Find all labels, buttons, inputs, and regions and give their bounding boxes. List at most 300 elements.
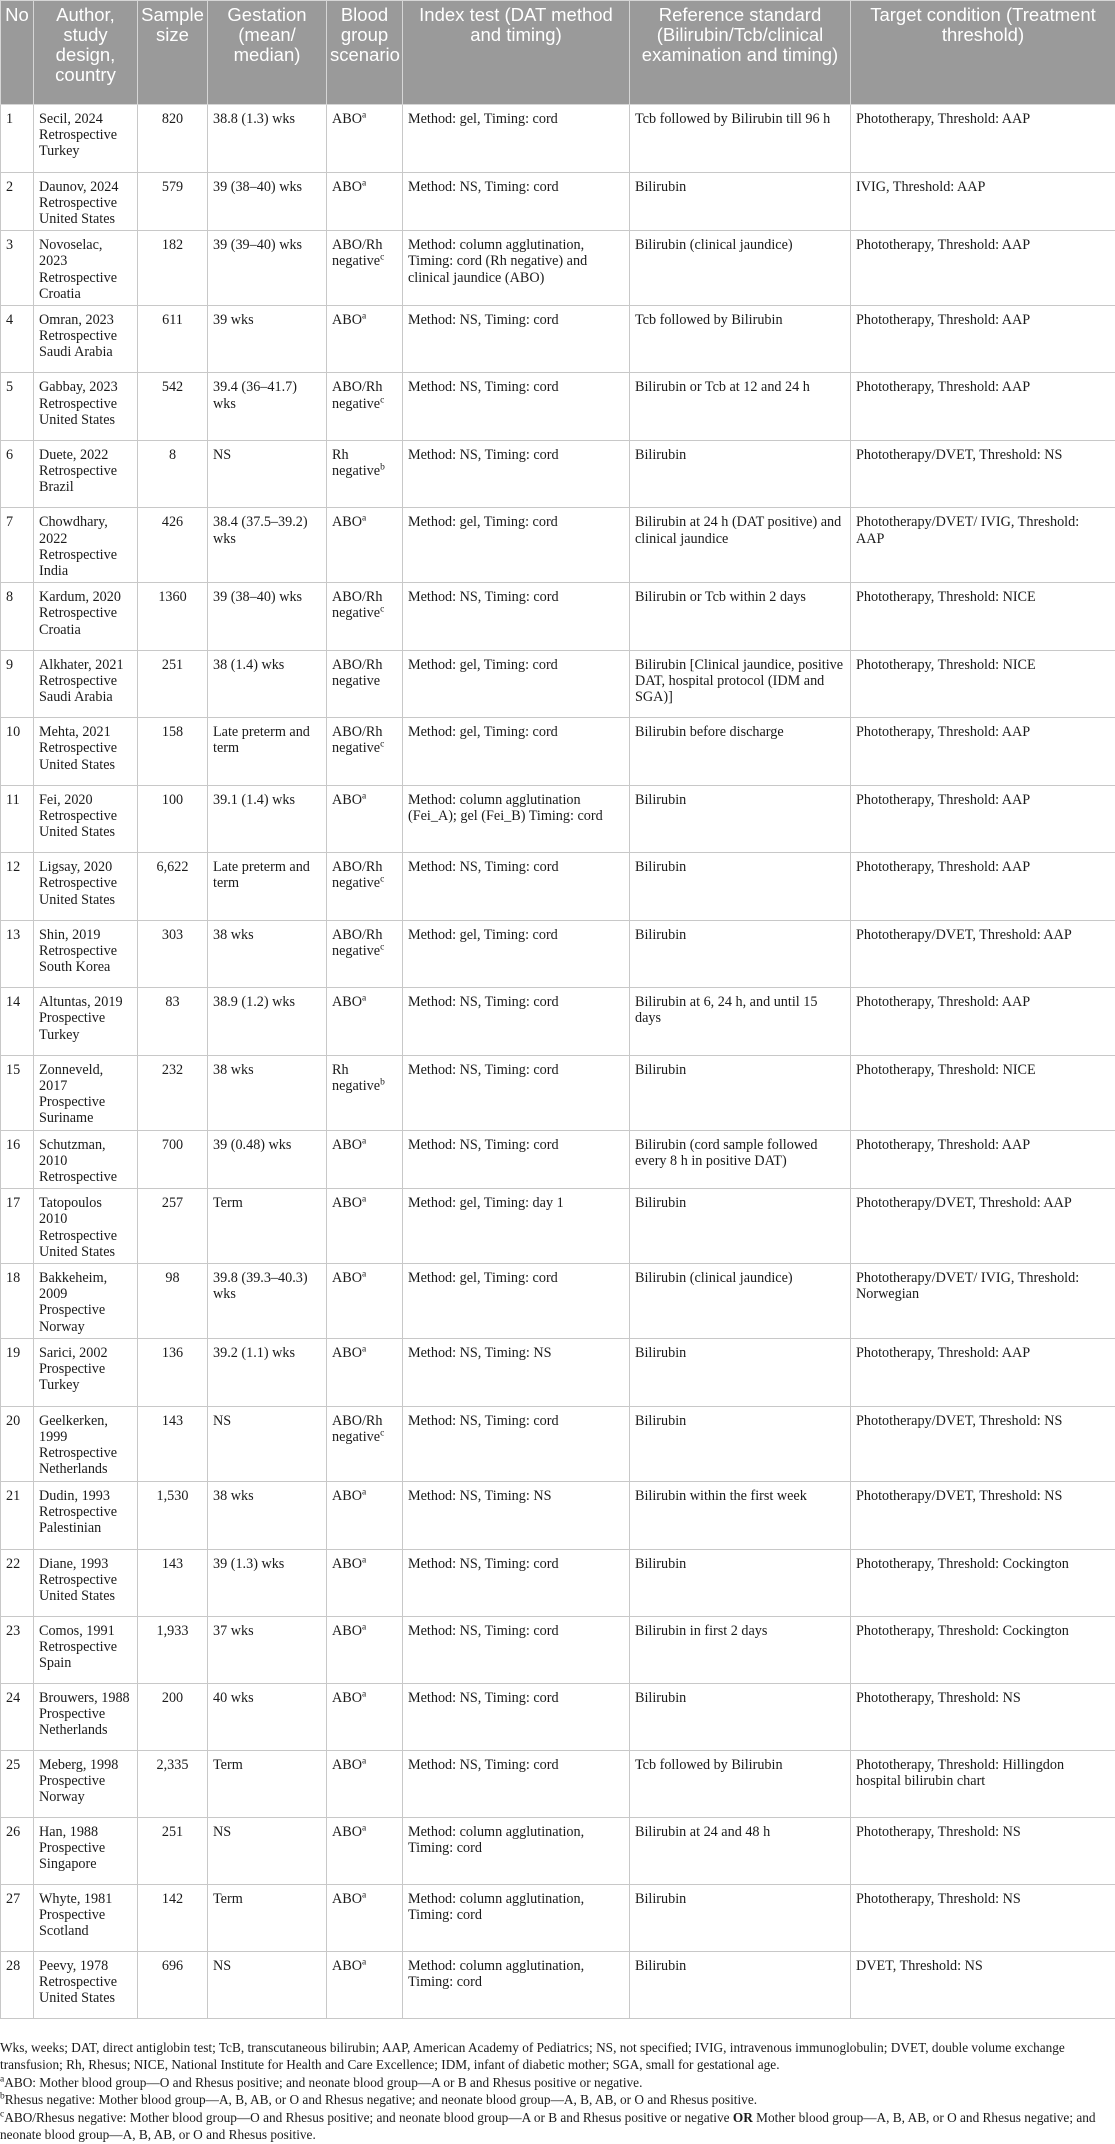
cell-sample-size: 143 xyxy=(138,1406,208,1481)
cell-blood-group xyxy=(327,1055,403,1130)
country: United States xyxy=(39,1990,132,2006)
cell-gestation: 38 wks xyxy=(208,1055,327,1130)
study-design: Retrospective xyxy=(39,1228,132,1244)
cell-sample-size: 542 xyxy=(138,373,208,441)
cell-sample-size: 143 xyxy=(138,1549,208,1616)
blood-group-footnote-mark: a xyxy=(362,110,366,120)
blood-group-footnote-mark: a xyxy=(362,1136,366,1146)
country: India xyxy=(39,563,132,579)
cell-author-design-country xyxy=(34,988,138,1056)
cell-no: 13 xyxy=(1,920,34,988)
blood-group-text: ABO/Rh negative xyxy=(332,1413,382,1445)
cell-target-condition: Phototherapy/DVET/ IVIG, Threshold: AAP xyxy=(851,508,1115,583)
table-row xyxy=(1,440,1115,508)
author-year: Mehta, 2021 xyxy=(39,724,132,740)
header-row xyxy=(1,1,1115,105)
cell-no: 27 xyxy=(1,1884,34,1951)
author-year: Zonneveld, 2017 xyxy=(39,1062,132,1094)
cell-author-design-country xyxy=(34,1683,138,1750)
cell-reference-standard: Bilirubin at 6, 24 h, and until 15 days xyxy=(630,988,851,1056)
cell-index-test: Method: NS, Timing: cord xyxy=(403,853,630,921)
table-row xyxy=(1,373,1115,441)
cell-no: 4 xyxy=(1,305,34,373)
footnote-b-mark: b xyxy=(0,2092,5,2102)
study-design: Prospective xyxy=(39,1840,132,1856)
cell-author-design-country xyxy=(34,718,138,786)
author-year: Fei, 2020 xyxy=(39,792,132,808)
blood-group-text: Rh negative xyxy=(332,447,380,479)
table-row xyxy=(1,988,1115,1056)
cell-reference-standard: Bilirubin xyxy=(630,1549,851,1616)
cell-target-condition: Phototherapy, Threshold: Cockington xyxy=(851,1616,1115,1683)
author-year: Ligsay, 2020 xyxy=(39,859,132,875)
author-year: Chowdhary, 2022 xyxy=(39,514,132,546)
study-design: Retrospective xyxy=(39,1169,132,1185)
cell-blood-group xyxy=(327,1884,403,1951)
cell-reference-standard: Bilirubin within the first week xyxy=(630,1481,851,1549)
table-row xyxy=(1,1338,1115,1406)
country: United States xyxy=(39,211,132,227)
table-row xyxy=(1,1549,1115,1616)
cell-index-test: Method: gel, Timing: cord xyxy=(403,650,630,718)
cell-no: 11 xyxy=(1,785,34,853)
cell-reference-standard: Bilirubin xyxy=(630,920,851,988)
cell-author-design-country xyxy=(34,105,138,173)
cell-gestation: 38.9 (1.2) wks xyxy=(208,988,327,1056)
country: United States xyxy=(39,892,132,908)
country: Singapore xyxy=(39,1856,132,1872)
cell-target-condition: IVIG, Threshold: AAP xyxy=(851,172,1115,231)
footnote-c-text-1: ABO/Rhesus negative: Mother blood group—O and Rhesus positive; and neonate blood group—A or B and Rhesus positive or negative xyxy=(4,2110,733,2125)
country: Netherlands xyxy=(39,1722,132,1738)
cell-author-design-country xyxy=(34,1951,138,2018)
footnote-abbreviations: Wks, weeks; DAT, direct antiglobin test; TcB, transcutaneous bilirubin; AAP, American Academy of Pediatrics; NS, not specified; IVIG, intravenous immunoglobulin; DVET, double volume exchange transfusion; Rh, Rhesus; NICE, National Institute for Health and Care Excellence; IDM, infant of diabetic mother; SGA, small for gestational age. xyxy=(0,2039,1109,2074)
cell-no: 1 xyxy=(1,105,34,173)
study-design: Retrospective xyxy=(39,1639,132,1655)
blood-group-footnote-mark: c xyxy=(380,875,384,885)
blood-group-footnote-mark: c xyxy=(380,395,384,405)
footnote-c-text-2: Mother blood group—A, B, AB, or O and Rhesus negative; and neonate blood group—A, B, AB, or O and Rhesus positive. xyxy=(0,2110,1096,2143)
cell-gestation: Late preterm and term xyxy=(208,853,327,921)
table-row xyxy=(1,1055,1115,1130)
blood-group-text: ABO xyxy=(332,1757,362,1773)
blood-group-footnote-mark: a xyxy=(362,1756,366,1766)
cell-gestation: Late preterm and term xyxy=(208,718,327,786)
cell-target-condition: Phototherapy, Threshold: AAP xyxy=(851,373,1115,441)
study-design: Retrospective xyxy=(39,270,132,286)
study-design: Retrospective xyxy=(39,943,132,959)
blood-group-text: ABO xyxy=(332,514,362,530)
blood-group-text: ABO xyxy=(332,1958,362,1974)
cell-blood-group xyxy=(327,1750,403,1817)
cell-gestation: 39 wks xyxy=(208,305,327,373)
cell-no: 19 xyxy=(1,1338,34,1406)
author-year: Tatopoulos 2010 xyxy=(39,1195,132,1227)
country: Netherlands xyxy=(39,1461,132,1477)
study-design: Prospective xyxy=(39,1302,132,1318)
blood-group-text: ABO/Rh negative xyxy=(332,589,382,621)
cell-gestation: 38 wks xyxy=(208,920,327,988)
country: Norway xyxy=(39,1319,132,1335)
cell-gestation: 39 (0.48) wks xyxy=(208,1130,327,1189)
author-year: Duete, 2022 xyxy=(39,447,132,463)
cell-reference-standard: Bilirubin xyxy=(630,1338,851,1406)
cell-reference-standard: Bilirubin xyxy=(630,172,851,231)
study-design: Retrospective xyxy=(39,328,132,344)
cell-gestation: NS xyxy=(208,1817,327,1884)
cell-no: 24 xyxy=(1,1683,34,1750)
cell-reference-standard: Bilirubin or Tcb within 2 days xyxy=(630,583,851,651)
cell-reference-standard: Bilirubin xyxy=(630,1683,851,1750)
study-design: Retrospective xyxy=(39,547,132,563)
cell-index-test: Method: NS, Timing: cord xyxy=(403,1616,630,1683)
country: Suriname xyxy=(39,1110,132,1126)
cell-reference-standard: Bilirubin at 24 h (DAT positive) and clinical jaundice xyxy=(630,508,851,583)
cell-target-condition: Phototherapy, Threshold: Cockington xyxy=(851,1549,1115,1616)
cell-reference-standard: Bilirubin before discharge xyxy=(630,718,851,786)
author-year: Comos, 1991 xyxy=(39,1623,132,1639)
cell-no: 6 xyxy=(1,440,34,508)
cell-no: 20 xyxy=(1,1406,34,1481)
cell-target-condition: Phototherapy, Threshold: AAP xyxy=(851,1130,1115,1189)
cell-gestation: 39.1 (1.4) wks xyxy=(208,785,327,853)
author-year: Diane, 1993 xyxy=(39,1556,132,1572)
cell-target-condition: Phototherapy, Threshold: AAP xyxy=(851,231,1115,306)
cell-no: 2 xyxy=(1,172,34,231)
author-year: Alkhater, 2021 xyxy=(39,657,132,673)
study-design: Retrospective xyxy=(39,195,132,211)
author-year: Daunov, 2024 xyxy=(39,179,132,195)
cell-author-design-country xyxy=(34,1263,138,1338)
cell-index-test: Method: column agglutination, Timing: cord xyxy=(403,1817,630,1884)
cell-blood-group xyxy=(327,583,403,651)
blood-group-footnote-mark: c xyxy=(380,253,384,263)
cell-gestation: 39.2 (1.1) wks xyxy=(208,1338,327,1406)
cell-blood-group xyxy=(327,172,403,231)
blood-group-footnote-mark: a xyxy=(362,1194,366,1204)
cell-no: 26 xyxy=(1,1817,34,1884)
cell-blood-group xyxy=(327,1549,403,1616)
country: Croatia xyxy=(39,622,132,638)
cell-target-condition: Phototherapy, Threshold: NICE xyxy=(851,650,1115,718)
cell-sample-size: 6,622 xyxy=(138,853,208,921)
table-row xyxy=(1,1817,1115,1884)
cell-no: 25 xyxy=(1,1750,34,1817)
cell-blood-group xyxy=(327,1189,403,1264)
cell-index-test: Method: column agglutination (Fei_A); gel (Fei_B) Timing: cord xyxy=(403,785,630,853)
cell-index-test: Method: column agglutination, Timing: cord (Rh negative) and clinical jaundice (ABO) xyxy=(403,231,630,306)
cell-no: 12 xyxy=(1,853,34,921)
blood-group-footnote-mark: a xyxy=(362,178,366,188)
cell-sample-size: 232 xyxy=(138,1055,208,1130)
cell-target-condition: DVET, Threshold: NS xyxy=(851,1951,1115,2018)
cell-author-design-country xyxy=(34,1338,138,1406)
cell-gestation: 39.8 (39.3–40.3) wks xyxy=(208,1263,327,1338)
cell-blood-group xyxy=(327,1817,403,1884)
cell-index-test: Method: column agglutination, Timing: cord xyxy=(403,1884,630,1951)
study-design: Retrospective xyxy=(39,1504,132,1520)
cell-target-condition: Phototherapy, Threshold: AAP xyxy=(851,785,1115,853)
header-gestation: Gestation (mean/ median) xyxy=(208,1,327,105)
cell-index-test: Method: NS, Timing: cord xyxy=(403,1683,630,1750)
country: United States xyxy=(39,412,132,428)
table-row xyxy=(1,105,1115,173)
study-design: Retrospective xyxy=(39,740,132,756)
cell-author-design-country xyxy=(34,172,138,231)
cell-sample-size: 1,933 xyxy=(138,1616,208,1683)
cell-index-test: Method: NS, Timing: cord xyxy=(403,583,630,651)
author-year: Dudin, 1993 xyxy=(39,1488,132,1504)
footnote-b xyxy=(0,2091,1109,2109)
cell-target-condition: Phototherapy, Threshold: AAP xyxy=(851,1338,1115,1406)
cell-target-condition: Phototherapy, Threshold: NS xyxy=(851,1817,1115,1884)
cell-sample-size: 83 xyxy=(138,988,208,1056)
blood-group-footnote-mark: a xyxy=(362,1823,366,1833)
cell-gestation: Term xyxy=(208,1884,327,1951)
cell-blood-group xyxy=(327,508,403,583)
cell-target-condition: Phototherapy/DVET, Threshold: NS xyxy=(851,1481,1115,1549)
blood-group-footnote-mark: a xyxy=(362,514,366,524)
cell-target-condition: Phototherapy, Threshold: AAP xyxy=(851,853,1115,921)
table-row xyxy=(1,1189,1115,1264)
cell-target-condition: Phototherapy/DVET, Threshold: NS xyxy=(851,1406,1115,1481)
cell-blood-group xyxy=(327,1683,403,1750)
cell-author-design-country xyxy=(34,785,138,853)
cell-target-condition: Phototherapy/DVET, Threshold: AAP xyxy=(851,1189,1115,1264)
table-row xyxy=(1,305,1115,373)
table-row xyxy=(1,172,1115,231)
blood-group-footnote-mark: a xyxy=(362,994,366,1004)
cell-blood-group xyxy=(327,920,403,988)
study-design: Retrospective xyxy=(39,1572,132,1588)
cell-index-test: Method: gel, Timing: cord xyxy=(403,920,630,988)
country: Norway xyxy=(39,1789,132,1805)
blood-group-footnote-mark: c xyxy=(380,605,384,615)
cell-no: 23 xyxy=(1,1616,34,1683)
blood-group-text: ABO/Rh negative xyxy=(332,237,382,269)
country: United States xyxy=(39,757,132,773)
author-year: Omran, 2023 xyxy=(39,312,132,328)
cell-blood-group xyxy=(327,988,403,1056)
blood-group-footnote-mark: a xyxy=(362,1957,366,1967)
study-design: Prospective xyxy=(39,1094,132,1110)
study-design: Prospective xyxy=(39,1010,132,1026)
cell-gestation: 37 wks xyxy=(208,1616,327,1683)
cell-no: 16 xyxy=(1,1130,34,1189)
blood-group-text: ABO/Rh negative xyxy=(332,657,382,689)
cell-gestation: 39 (38–40) wks xyxy=(208,172,327,231)
country: United States xyxy=(39,1244,132,1260)
blood-group-text: ABO xyxy=(332,1345,362,1361)
blood-group-footnote-mark: a xyxy=(362,1555,366,1565)
cell-blood-group xyxy=(327,718,403,786)
table-row xyxy=(1,1951,1115,2018)
cell-author-design-country xyxy=(34,1817,138,1884)
study-design: Retrospective xyxy=(39,463,132,479)
cell-no: 8 xyxy=(1,583,34,651)
country: Turkey xyxy=(39,1027,132,1043)
country: Turkey xyxy=(39,143,132,159)
cell-no: 28 xyxy=(1,1951,34,2018)
author-year: Schutzman, 2010 xyxy=(39,1137,132,1169)
author-year: Shin, 2019 xyxy=(39,927,132,943)
cell-author-design-country xyxy=(34,1189,138,1264)
cell-no: 9 xyxy=(1,650,34,718)
blood-group-text: ABO xyxy=(332,1195,362,1211)
cell-author-design-country xyxy=(34,920,138,988)
cell-sample-size: 611 xyxy=(138,305,208,373)
cell-sample-size: 200 xyxy=(138,1683,208,1750)
table-body xyxy=(1,105,1115,2019)
table-row xyxy=(1,1750,1115,1817)
footnote-c xyxy=(0,2109,1109,2144)
header-no: No xyxy=(1,1,34,105)
cell-gestation: NS xyxy=(208,1406,327,1481)
country: Turkey xyxy=(39,1377,132,1393)
cell-sample-size: 251 xyxy=(138,650,208,718)
author-year: Whyte, 1981 xyxy=(39,1891,132,1907)
cell-sample-size: 257 xyxy=(138,1189,208,1264)
cell-gestation: 38.4 (37.5–39.2) wks xyxy=(208,508,327,583)
cell-blood-group xyxy=(327,305,403,373)
blood-group-footnote-mark: a xyxy=(362,791,366,801)
cell-gestation: 39 (38–40) wks xyxy=(208,583,327,651)
study-design: Retrospective xyxy=(39,673,132,689)
cell-reference-standard: Bilirubin (clinical jaundice) xyxy=(630,1263,851,1338)
cell-index-test: Method: gel, Timing: cord xyxy=(403,1263,630,1338)
table-row xyxy=(1,1263,1115,1338)
country: South Korea xyxy=(39,959,132,975)
country: Brazil xyxy=(39,479,132,495)
cell-index-test: Method: gel, Timing: day 1 xyxy=(403,1189,630,1264)
country: United States xyxy=(39,824,132,840)
study-design: Retrospective xyxy=(39,396,132,412)
study-design: Retrospective xyxy=(39,808,132,824)
table-row xyxy=(1,1683,1115,1750)
cell-target-condition: Phototherapy, Threshold: Hillingdon hospital bilirubin chart xyxy=(851,1750,1115,1817)
footnote-a xyxy=(0,2074,1109,2092)
blood-group-footnote-mark: a xyxy=(362,311,366,321)
blood-group-text: ABO xyxy=(332,111,362,127)
author-year: Novoselac, 2023 xyxy=(39,237,132,269)
cell-sample-size: 820 xyxy=(138,105,208,173)
cell-reference-standard: Bilirubin xyxy=(630,1189,851,1264)
header-sample-size: Sample size xyxy=(138,1,208,105)
study-design: Prospective xyxy=(39,1773,132,1789)
table-row xyxy=(1,583,1115,651)
blood-group-text: ABO xyxy=(332,1556,362,1572)
blood-group-text: ABO xyxy=(332,1891,362,1907)
cell-blood-group xyxy=(327,785,403,853)
cell-index-test: Method: column agglutination, Timing: cord xyxy=(403,1951,630,2018)
country: United States xyxy=(39,1588,132,1604)
cell-index-test: Method: NS, Timing: cord xyxy=(403,1406,630,1481)
cell-index-test: Method: gel, Timing: cord xyxy=(403,718,630,786)
cell-author-design-country xyxy=(34,650,138,718)
footnotes xyxy=(0,2019,1115,2144)
cell-no: 21 xyxy=(1,1481,34,1549)
cell-gestation: 40 wks xyxy=(208,1683,327,1750)
cell-sample-size: 100 xyxy=(138,785,208,853)
cell-index-test: Method: NS, Timing: cord xyxy=(403,1055,630,1130)
blood-group-text: ABO xyxy=(332,1690,362,1706)
cell-index-test: Method: NS, Timing: NS xyxy=(403,1338,630,1406)
footnote-c-mark: c xyxy=(0,2109,4,2119)
cell-reference-standard: Bilirubin xyxy=(630,440,851,508)
cell-reference-standard: Tcb followed by Bilirubin till 96 h xyxy=(630,105,851,173)
header-index-test: Index test (DAT method and timing) xyxy=(403,1,630,105)
author-year: Gabbay, 2023 xyxy=(39,379,132,395)
cell-sample-size: 98 xyxy=(138,1263,208,1338)
cell-reference-standard: Bilirubin xyxy=(630,1951,851,2018)
table-row xyxy=(1,853,1115,921)
blood-group-footnote-mark: b xyxy=(380,1077,385,1087)
author-year: Geelkerken, 1999 xyxy=(39,1413,132,1445)
cell-blood-group xyxy=(327,1263,403,1338)
blood-group-text: Rh negative xyxy=(332,1062,380,1094)
cell-index-test: Method: NS, Timing: cord xyxy=(403,1750,630,1817)
cell-reference-standard: Bilirubin at 24 and 48 h xyxy=(630,1817,851,1884)
table-row xyxy=(1,1406,1115,1481)
blood-group-footnote-mark: c xyxy=(380,1428,384,1438)
country: Palestinian xyxy=(39,1520,132,1536)
blood-group-footnote-mark: a xyxy=(362,1269,366,1279)
study-design: Retrospective xyxy=(39,127,132,143)
cell-no: 15 xyxy=(1,1055,34,1130)
cell-sample-size: 700 xyxy=(138,1130,208,1189)
cell-gestation: NS xyxy=(208,1951,327,2018)
cell-target-condition: Phototherapy/DVET/ IVIG, Threshold: Norwegian xyxy=(851,1263,1115,1338)
blood-group-text: ABO xyxy=(332,1270,362,1286)
cell-reference-standard: Bilirubin in first 2 days xyxy=(630,1616,851,1683)
cell-gestation: 38 wks xyxy=(208,1481,327,1549)
cell-blood-group xyxy=(327,1951,403,2018)
cell-blood-group xyxy=(327,231,403,306)
study-design: Prospective xyxy=(39,1907,132,1923)
cell-gestation: 39 (1.3) wks xyxy=(208,1549,327,1616)
cell-target-condition: Phototherapy, Threshold: AAP xyxy=(851,988,1115,1056)
cell-index-test: Method: NS, Timing: cord xyxy=(403,305,630,373)
cell-author-design-country xyxy=(34,1481,138,1549)
blood-group-footnote-mark: a xyxy=(362,1689,366,1699)
cell-no: 18 xyxy=(1,1263,34,1338)
blood-group-text: ABO xyxy=(332,994,362,1010)
cell-author-design-country xyxy=(34,1055,138,1130)
cell-gestation: Term xyxy=(208,1189,327,1264)
author-year: Brouwers, 1988 xyxy=(39,1690,132,1706)
table-row xyxy=(1,1130,1115,1189)
cell-no: 17 xyxy=(1,1189,34,1264)
author-year: Bakkeheim, 2009 xyxy=(39,1270,132,1302)
cell-target-condition: Phototherapy/DVET, Threshold: AAP xyxy=(851,920,1115,988)
cell-sample-size: 182 xyxy=(138,231,208,306)
author-year: Sarici, 2002 xyxy=(39,1345,132,1361)
cell-no: 10 xyxy=(1,718,34,786)
header-blood-group: Blood group scenario xyxy=(327,1,403,105)
country: Saudi Arabia xyxy=(39,689,132,705)
cell-sample-size: 1,530 xyxy=(138,1481,208,1549)
cell-author-design-country xyxy=(34,1406,138,1481)
cell-target-condition: Phototherapy, Threshold: NS xyxy=(851,1884,1115,1951)
cell-gestation: Term xyxy=(208,1750,327,1817)
cell-reference-standard: Bilirubin xyxy=(630,853,851,921)
country: Scotland xyxy=(39,1923,132,1939)
blood-group-footnote-mark: a xyxy=(362,1622,366,1632)
cell-author-design-country xyxy=(34,231,138,306)
study-design: Prospective xyxy=(39,1361,132,1377)
table-row xyxy=(1,1616,1115,1683)
cell-target-condition: Phototherapy, Threshold: NICE xyxy=(851,583,1115,651)
